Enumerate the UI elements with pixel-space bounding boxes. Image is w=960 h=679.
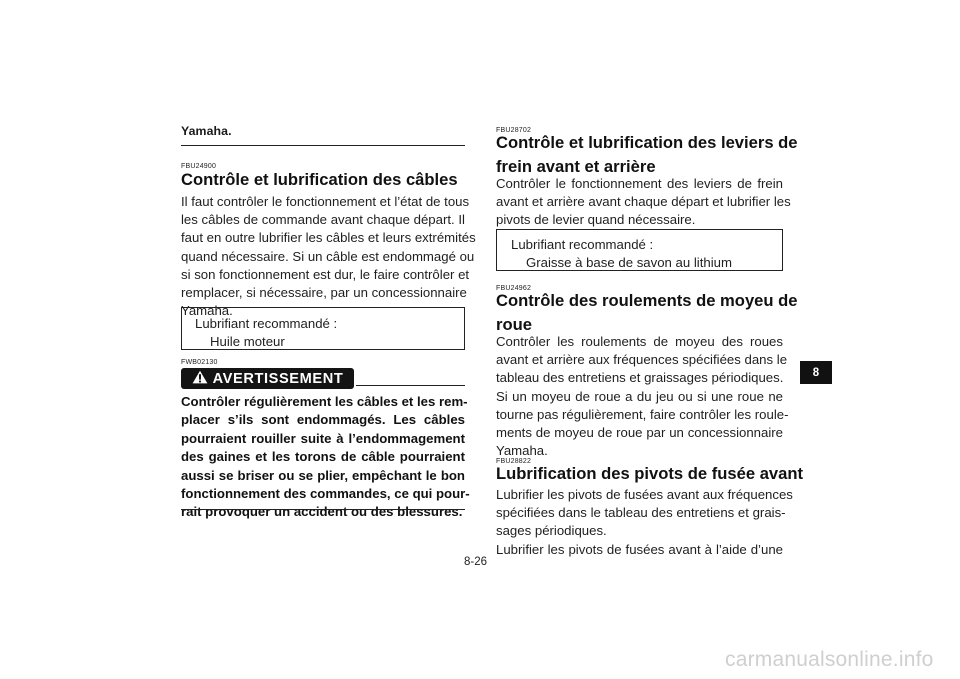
paragraph-line: sages périodiques. [496, 523, 607, 539]
paragraph-line: Yamaha. [181, 303, 233, 319]
continued-text: Yamaha. [181, 124, 232, 138]
paragraph-line: ments de moyeu de roue par un concessionnaire [496, 425, 783, 441]
warning-line: aussi se briser ou se plier, empêchant le bon [181, 467, 465, 483]
title-line: Contrôle et lubrification des leviers de [496, 133, 798, 152]
section-paragraph [181, 193, 476, 320]
warning-rule [356, 385, 465, 386]
paragraph-line: spécifiées dans le tableau des entretiens et grais- [496, 505, 786, 521]
paragraph-line: Contrôler le fonctionnement des leviers de frein [496, 176, 783, 191]
warning-text [181, 393, 470, 522]
title-line: frein avant et arrière [496, 157, 656, 176]
paragraph-line: avant et arrière avant chaque départ et lubrifier les [496, 194, 791, 210]
section-paragraph [496, 175, 791, 230]
warning-badge [181, 368, 354, 389]
warning-code: FWB02130 [181, 359, 218, 366]
paragraph-line: Lubrifier les pivots de fusées avant aux fréquences [496, 487, 793, 502]
section-paragraph [496, 486, 793, 559]
paragraph-line: faut en outre lubrifier les câbles et leurs extrémités [181, 230, 476, 246]
warning-line: des gaines et les torons de câble pourraient [181, 449, 465, 465]
paragraph-line: quand nécessaire. Si un câble est endommagé ou [181, 248, 475, 264]
paragraph-line: Si un moyeu de roue a du jeu ou si une roue ne [496, 388, 783, 404]
section-title: Contrôle et lubrification des câbles [181, 170, 458, 189]
lubricant-label: Lubrifiant recommandé : [511, 237, 654, 252]
warning-line: Contrôler régulièrement les câbles et les rem- [181, 394, 468, 409]
top-rule-left [181, 145, 465, 146]
title-line: Contrôle des roulements de moyeu de [496, 291, 798, 310]
warning-line: pourraient rouiller suite à l’endommagement [181, 430, 465, 446]
warning-line: fonctionnement des commandes, ce qui pour- [181, 486, 470, 502]
lubricant-label: Lubrifiant recommandé : [195, 316, 338, 331]
paragraph-line: tableau des entretiens et graissages périodiques. [496, 370, 784, 386]
warning-line: rait provoquer un accident ou des blessures. [181, 504, 463, 520]
paragraph-line: avant et arrière aux fréquences spécifiées dans le [496, 352, 788, 368]
section-code: FBU28822 [496, 458, 532, 465]
paragraph-line: Lubrifier les pivots de fusées avant à l’aide d’une [496, 541, 783, 557]
chapter-tab: 8 [800, 361, 832, 384]
lubricant-box [496, 229, 783, 271]
paragraph-line: Yamaha. [496, 443, 548, 459]
section-paragraph [496, 333, 789, 460]
lubricant-value: Graisse à base de savon au lithium [526, 254, 732, 270]
warning-label: AVERTISSEMENT [212, 370, 344, 387]
section-code: FBU28702 [496, 127, 532, 134]
page-number: 8-26 [464, 556, 488, 568]
section-title [496, 290, 798, 336]
section-code: FBU24900 [181, 163, 217, 170]
paragraph-line: remplacer, si nécessaire, par un concessionnaire [181, 285, 467, 301]
section-title [496, 132, 798, 178]
warning-line: placer s’ils sont endommagés. Les câbles [181, 412, 465, 428]
lubricant-box [181, 307, 465, 350]
paragraph-line: les câbles de commande avant chaque départ. Il [181, 212, 465, 228]
warning-triangle-icon [192, 370, 208, 388]
title-line: roue [496, 315, 532, 334]
paragraph-line: tourne pas régulièrement, faire contrôler les roule- [496, 406, 789, 422]
warning-bottom-rule [181, 509, 465, 510]
watermark: carmanualsonline.info [725, 648, 934, 671]
section-title: Lubrification des pivots de fusée avant [496, 464, 804, 483]
paragraph-line: pivots de levier quand nécessaire. [496, 212, 696, 228]
paragraph-line: Il faut contrôler le fonctionnement et l’état de tous [181, 194, 470, 209]
paragraph-line: Contrôler les roulements de moyeu des roues [496, 334, 783, 349]
paragraph-line: si son fonctionnement est dur, le faire contrôler et [181, 266, 470, 282]
lubricant-value: Huile moteur [210, 333, 285, 349]
section-code: FBU24962 [496, 285, 532, 292]
